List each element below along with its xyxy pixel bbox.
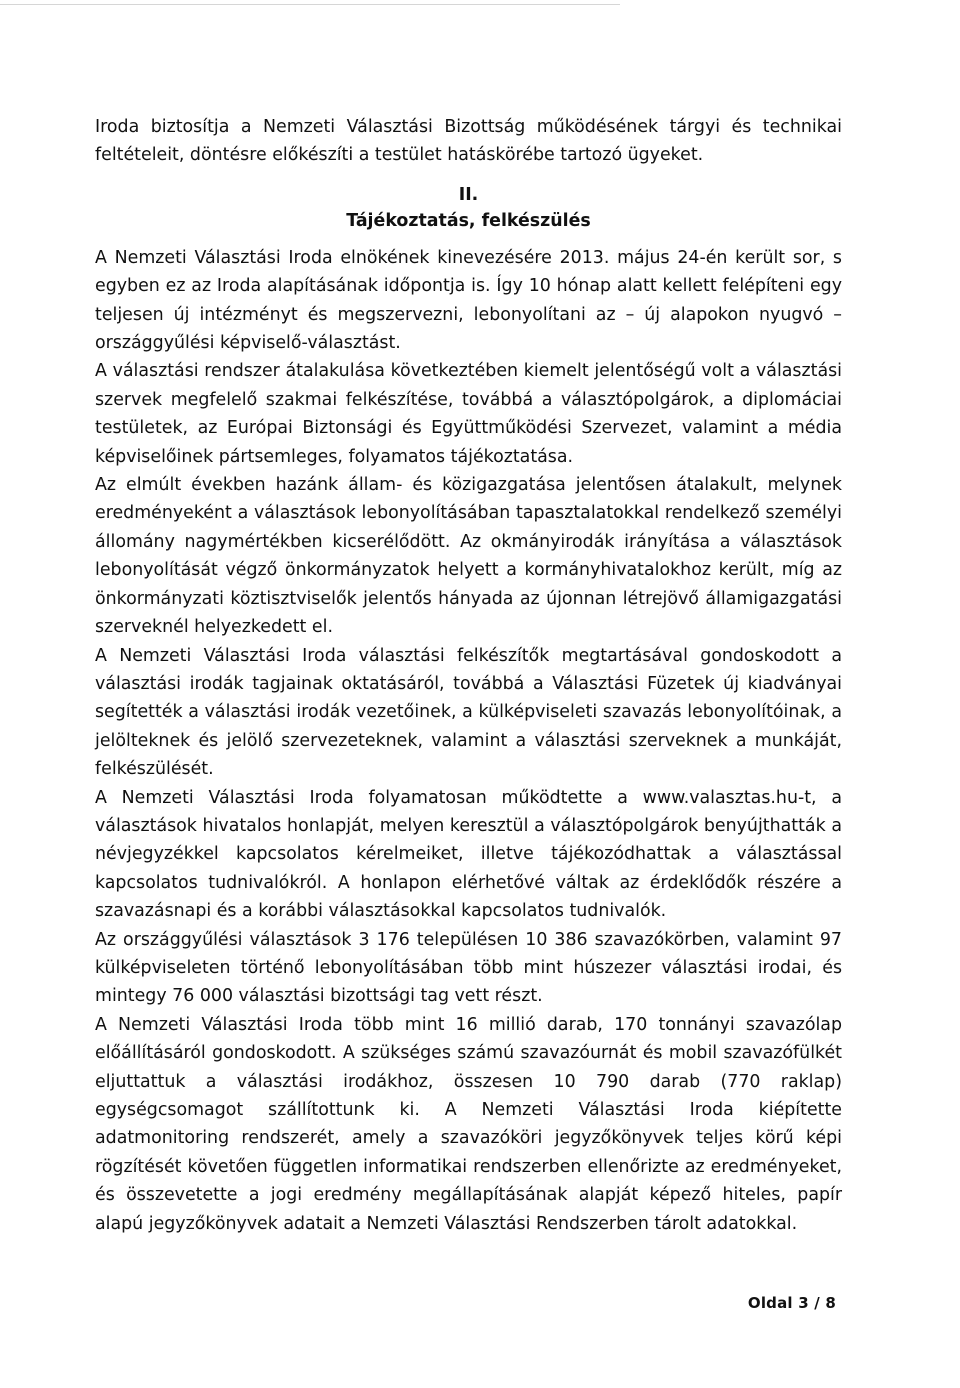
page-number: Oldal 3 / 8: [747, 1294, 836, 1312]
body-paragraph: Az elmúlt években hazánk állam- és közigazgatása jelentősen átalakult, melynek eredményeként a választások lebonyolításában tapasztalatokkal rendelkező személyi állomány nagymértékben kicserélődött. Az okmányirodák irányítása a választások lebonyolítását végző önkormányzatok helyett a kormányhivatalokhoz került, míg az önkormányzati köztisztviselők jelentős hányada az újonnan létrejövő államigazgatási szerveknél helyezkedett el.: [95, 475, 842, 638]
body-paragraph: Az országgyűlési választások 3 176 településen 10 386 szavazókörben, valamint 97 külképviseleten történő lebonyolításában több mint húszezer választási irodai, és mintegy 76 000 választási bizottsági tag vett részt.: [95, 929, 842, 1007]
chapter-number: II.: [458, 184, 479, 205]
body-paragraph: A Nemzeti Választási Iroda elnökének kinevezésére 2013. május 24-én került sor, s egyben ez az Iroda alapításának időpontja is. Így 10 hónap alatt kellett felépíteni egy teljesen új intézményt és megszervezni, lebonyolítani az – új alapokon nyugvó – országgyűlési képviselő-választást.: [95, 247, 842, 354]
chapter-title: Tájékoztatás, felkészülés: [346, 210, 591, 231]
body-paragraph: A választási rendszer átalakulása következtében kiemelt jelentőségű volt a választási szervek megfelelő szakmai felkészítése, továbbá a választópolgárok, a diplomáciai testületek, az Európai Biztonsági és Együttműködési Szervezet, valamint a média képviselőinek pártsemleges, folyamatos tájékoztatása.: [95, 361, 842, 467]
intro-paragraph: Iroda biztosítja a Nemzeti Választási Bizottság működésének tárgyi és technikai feltételeit, döntésre előkészíti a testület hatáskörébe tartozó ügyeket.: [95, 117, 842, 166]
body-paragraph: A Nemzeti Választási Iroda több mint 16 millió darab, 170 tonnányi szavazólap előállításáról gondoskodott. A szükséges számú szavazóurnát és mobil szavazófülkét eljuttattuk a választási irodákhoz, összesen 10 790 darab (770 raklap) egységcsomagot szállítottunk ki. A Nemzeti Választási Iroda kiépítette adatmonitoring rendszerét, amely a szavazóköri jegyzőkönyvek teljes körű képi rögzítését követően független informatikai rendszerben ellenőrizte az eredményeket, és összevetette a jogi eredmény megállapításának alapját képező hiteles, papír alapú jegyzőkönyvek adatait a Nemzeti Választási Rendszerben tárolt adatokkal.: [95, 1014, 842, 1234]
top-scan-rule: [0, 4, 620, 5]
body-paragraph: A Nemzeti Választási Iroda választási felkészítők megtartásával gondoskodott a választási irodák tagjainak oktatásáról, továbbá a Választási Füzetek új kiadványai segítették a választási irodák vezetőinek, a külképviseleti szavazás lebonyolítóinak, a jelölteknek és jelölő szervezeteknek, valamint a választási szerveknek a munkáját, felkészülését.: [95, 645, 842, 780]
body-paragraph: A Nemzeti Választási Iroda folyamatosan működtette a www.valasztas.hu-t, a választások hivatalos honlapját, melyen keresztül a választópolgárok benyújthatták a névjegyzékkel kapcsolatos kérelmeiket, illetve tájékozódhattak a választással kapcsolatos tudnivalókról. A honlapon elérhetővé váltak az érdeklődők részére a szavazásnapi és a korábbi választásokkal kapcsolatos tudnivalók.: [95, 787, 842, 922]
document-body: [95, 113, 842, 1238]
